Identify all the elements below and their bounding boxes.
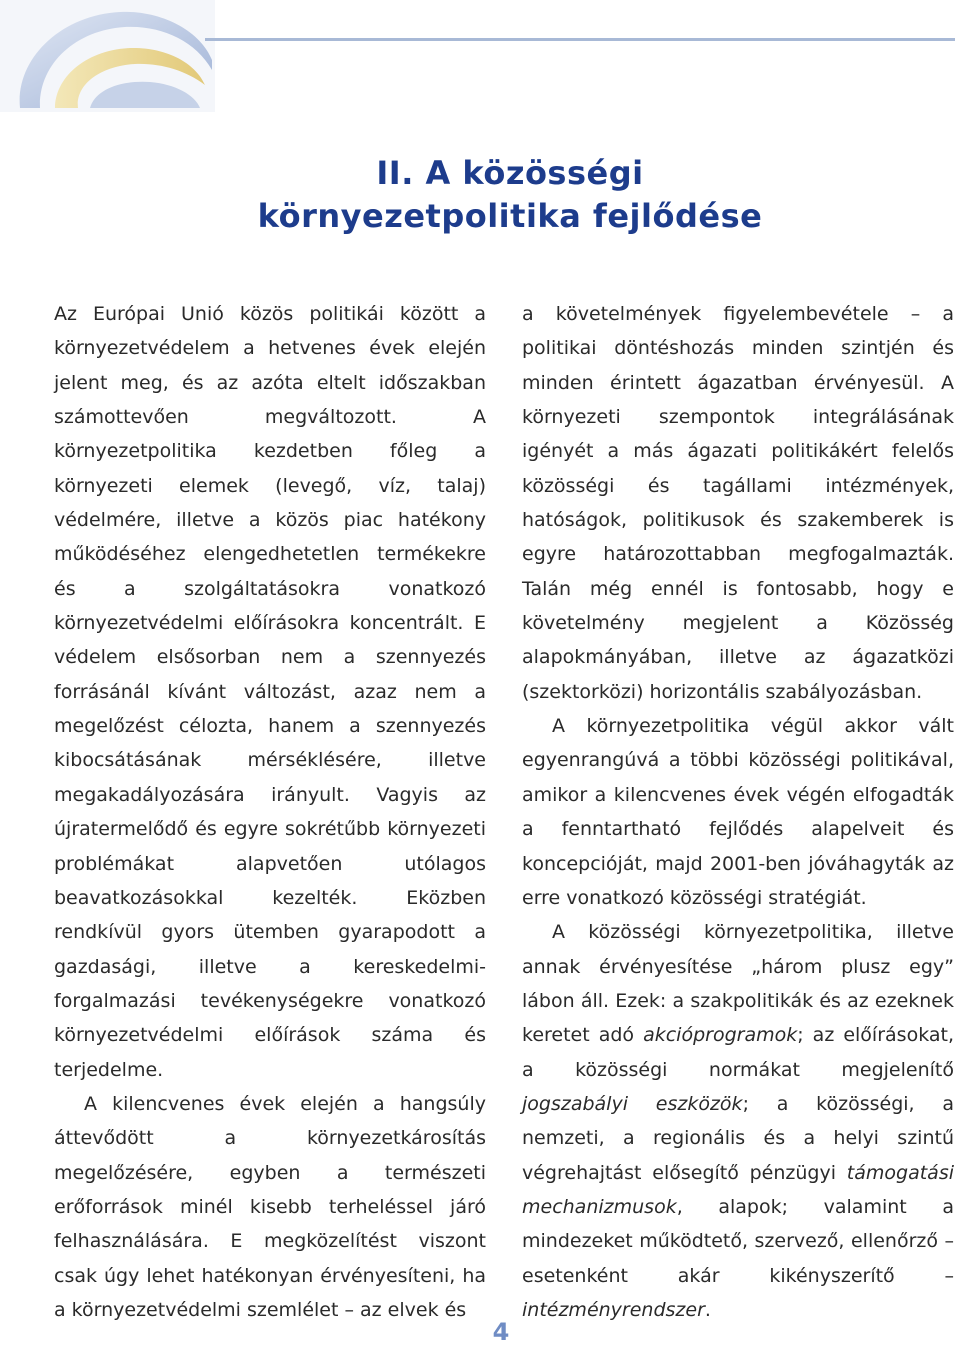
text-segment: ; az előírásokat, a közösségi normákat megjelenítő xyxy=(522,1024,954,1081)
left-column xyxy=(54,297,486,1327)
right-column xyxy=(522,297,954,1327)
header-rule xyxy=(205,38,955,41)
text-segment: . xyxy=(704,1298,711,1321)
text-segment: , alapok; valamint a mindezeket működtető, szervező, ellenőrző – esetenként akár kikényszerítő – xyxy=(522,1195,954,1287)
emphasis-action-programmes: akcióprogramok xyxy=(643,1024,798,1047)
chapter-title-line-2: környezetpolitika fejlődése xyxy=(257,197,763,235)
left-paragraph-2: A kilencvenes évek elején a hangsúly áttevődött a környezetkárosítás megelőzésére, egyben a természeti erőforrások minél kisebb terheléssel járó felhasználására. E megközelítést viszont csak úgy lehet hatékonyan érvényesíteni, ha a környezetvédelmi szemlélet – az elvek és xyxy=(54,1092,486,1321)
emphasis-funding-mechanisms: támogatási mechanizmusok xyxy=(522,1161,954,1218)
left-paragraph-1: Az Európai Unió közös politikái között a környezetvédelem a hetvenes évek elején jelent meg, és az azóta eltelt időszakban számottevően megváltozott. A környezetpolitika kezdetben főleg a környezeti elemek (levegő, víz, talaj) védelmére, illetve a közös piac hatékony működéséhez elengedhetetlen termékekre és a szolgáltatásokra vonatkozó környezetvédelmi előírásokra koncentrált. E védelem elsősorban nem a szennyezés forrásánál kívánt változást, azaz nem a megelőzést célozta, hanem a szennyezés kibocsátásának mérséklésére, illetve megakadályozására irányult. Vagyis az újratermelődő és egyre sokrétűbb környezeti problémákat alapvetően utólagos beavatkozásokkal kezelték. Eközben rendkívül gyors ütemben gyarapodott a gazdasági, illetve a kereskedelmi-forgalmazási tevékenységekre vonatkozó környezetvédelmi előírások száma és terjedelme. xyxy=(54,303,486,1081)
chapter-title-line-1: II. A közösségi xyxy=(376,154,644,192)
text-segment: A közösségi környezetpolitika, illetve annak érvényesítése „három plusz egy” lábon áll. Ezek: a szakpolitikák és az ezeknek keretet adó xyxy=(522,921,954,1047)
page-number: 4 xyxy=(492,1318,510,1346)
chapter-title xyxy=(150,152,870,238)
curved-swoosh-logo-icon xyxy=(0,0,215,112)
right-paragraph-1: a követelmények figyelembevétele – a politikai döntéshozás minden szintjén és minden érintett ágazatban érvényesül. A környezeti szempontok integrálásának igényét a más ágazati politikákért felelős közösségi és tagállami intézmények, hatóságok, politikusok és szakemberek is egyre határozottabban megfogalmazták. Talán még ennél is fontosabb, hogy e követelmény megjelent a Közösség alapokmányában, illetve az ágazatközi (szektorközi) horizontális szabályozásban. xyxy=(522,303,954,703)
right-paragraph-3 xyxy=(522,915,954,1327)
emphasis-legal-instruments: jogszabályi eszközök xyxy=(522,1092,743,1115)
right-paragraph-2: A környezetpolitika végül akkor vált egyenrangúvá a többi közösségi politikával, amikor a kilencvenes évek végén elfogadták a fenntartható fejlődés alapelveit és koncepcióját, majd 2001-ben jóváhagyták az erre vonatkozó közösségi stratégiát. xyxy=(522,715,954,909)
emphasis-institutional-system: intézményrendszer xyxy=(522,1298,705,1321)
text-segment: ; a közösségi, a nemzeti, a regionális és a helyi szintű végrehajtást elősegítő pénzügyi xyxy=(522,1092,954,1184)
